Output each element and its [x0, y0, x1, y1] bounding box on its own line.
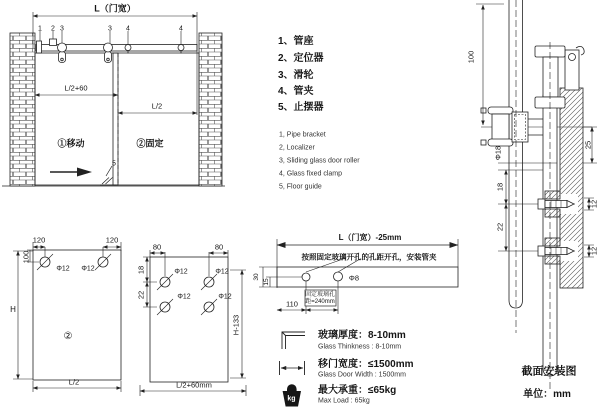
spec-glass-en: Glass Thinkness : 8-10mm [318, 343, 402, 351]
fixed-panel-dimensions [13, 242, 121, 392]
tube-hole-label: Φ8 [348, 273, 360, 283]
section-dim-22: 22 [495, 222, 505, 232]
legend-en-2: 2, Localizer [279, 144, 315, 152]
localizer-icon [50, 39, 57, 46]
panel-hole [201, 299, 217, 315]
panel-hole [157, 299, 173, 315]
marker-leader-lines [40, 31, 181, 45]
fixed-panel-hole-b: Φ12 [81, 265, 95, 273]
tube-hole [334, 272, 343, 281]
wall-bracket [565, 46, 584, 90]
tube-dim-30: 30 [252, 273, 260, 281]
fixed-panel-dim-120b: 120 [105, 235, 119, 245]
moving-panel-dim-80b: 80 [214, 242, 224, 252]
moving-panel-dim-22: 22 [136, 290, 146, 300]
tube-dim-15: 15 [262, 278, 270, 286]
legend-zh-4: 4、管夹 [278, 86, 314, 97]
glass-corner-icon [282, 332, 305, 349]
section-dim-12a: 12 [589, 199, 599, 209]
moving-door-panel [35, 53, 118, 185]
part-marker-2: 2 [51, 25, 55, 33]
section-unit: 单位：mm [523, 389, 571, 400]
dim-half: L/2 [151, 101, 163, 111]
section-dim-100: 100 [466, 50, 476, 64]
legend-zh-2: 2、定位器 [278, 53, 324, 64]
spec-width-zh: 移门宽度：≤1500mm [318, 359, 414, 370]
spec-load-en: Max Load : 65kg [318, 397, 370, 405]
panel-hole [201, 274, 217, 290]
dim-half-plus-60: L/2+60 [64, 83, 88, 93]
moving-panel-drawing [140, 250, 246, 396]
tube-dim-110: 110 [286, 299, 298, 309]
fixed-panel-drawing [13, 242, 121, 392]
legend-zh-5: 5、止摆器 [278, 102, 324, 113]
glass-clamp-icon [178, 45, 184, 54]
section-title: 截面安装图 [521, 365, 577, 378]
fixed-panel-dim-h: H [10, 305, 16, 314]
legend-zh-3: 3、滑轮 [278, 70, 314, 81]
legend-zh-1: 1、管座 [278, 36, 314, 47]
fixed-panel-hole-a: Φ12 [56, 265, 70, 273]
part-marker-3: 3 [60, 25, 64, 33]
floor-guide-icon [100, 166, 116, 185]
legend-en-3: 3, Sliding glass door roller [279, 157, 360, 165]
part-marker-3b: 3 [108, 25, 112, 33]
section-dim-12b: 12 [589, 246, 599, 256]
moving-panel-hole-4: Φ12 [218, 293, 232, 301]
spec-width-en: Glass Door Width : 1500mm [318, 371, 406, 379]
fixed-panel-dim-100: 100 [21, 250, 31, 264]
moving-panel-dim-h: H-133 [231, 314, 241, 336]
slide-direction-arrow [50, 168, 92, 177]
part-marker-4b: 4 [179, 25, 183, 33]
section-dim-25: 25 [583, 140, 593, 150]
tube-dim-top: L（门宽）-25mm [338, 233, 402, 242]
brick-wall-right [199, 33, 222, 186]
kg-icon-label: kg [287, 395, 296, 403]
legend-en-5: 5, Floor guide [279, 183, 322, 191]
moving-panel-dim-80a: 80 [152, 242, 162, 252]
fixed-panel-dim-bottom: L/2 [68, 377, 80, 387]
hole-box-line1: 固定玻璃孔 [304, 292, 336, 298]
hole-box-line2: 距=240mm [305, 299, 335, 305]
moving-panel-dimensions [140, 250, 246, 396]
moving-panel-hole-2: Φ12 [215, 268, 229, 276]
legend-en-4: 4, Glass fixed clamp [279, 170, 343, 178]
pipe-bracket-icon [37, 41, 42, 53]
moving-panel-dim-18: 18 [136, 265, 146, 275]
section-dim-tube: Φ18 [493, 145, 503, 161]
moving-panel-hole-1: Φ12 [174, 268, 188, 276]
moving-door-label: ①移动 [57, 138, 85, 149]
elevation-width-dim-label: L（门宽） [94, 3, 136, 14]
moving-panel-dim-bottom: L/2+60mm [176, 380, 212, 390]
panel-hole [157, 274, 173, 290]
tube-hole [302, 273, 310, 281]
section-drawing [476, 0, 597, 390]
fixed-panel-number: ② [63, 331, 73, 342]
fixed-door-label: ②固定 [136, 138, 164, 149]
glass-clamp-icon [125, 45, 131, 54]
roller-icon [104, 43, 113, 63]
spec-glass-zh: 玻璃厚度：8-10mm [318, 330, 406, 341]
legend-en-1: 1, Pipe bracket [279, 131, 326, 139]
width-arrow-icon [280, 361, 305, 375]
roller-icon [58, 43, 67, 63]
part-marker-1: 1 [38, 25, 42, 33]
brick-wall-left [10, 33, 35, 186]
part-marker-5: 5 [112, 160, 116, 168]
part-marker-4: 4 [126, 25, 130, 33]
fixed-panel-dim-120a: 120 [32, 235, 46, 245]
moving-panel-hole-3: Φ12 [177, 293, 191, 301]
section-dim-18: 18 [495, 182, 505, 192]
tube-bar [277, 267, 458, 287]
elevation-dimensions [33, 12, 197, 115]
fixed-door-panel [113, 53, 199, 185]
pipe-bracket-section [481, 107, 543, 146]
spec-load-zh: 最大承重：≤65kg [318, 385, 397, 396]
tube-note: 按照固定玻璃开孔的孔距开孔，安装管夹 [301, 252, 437, 262]
